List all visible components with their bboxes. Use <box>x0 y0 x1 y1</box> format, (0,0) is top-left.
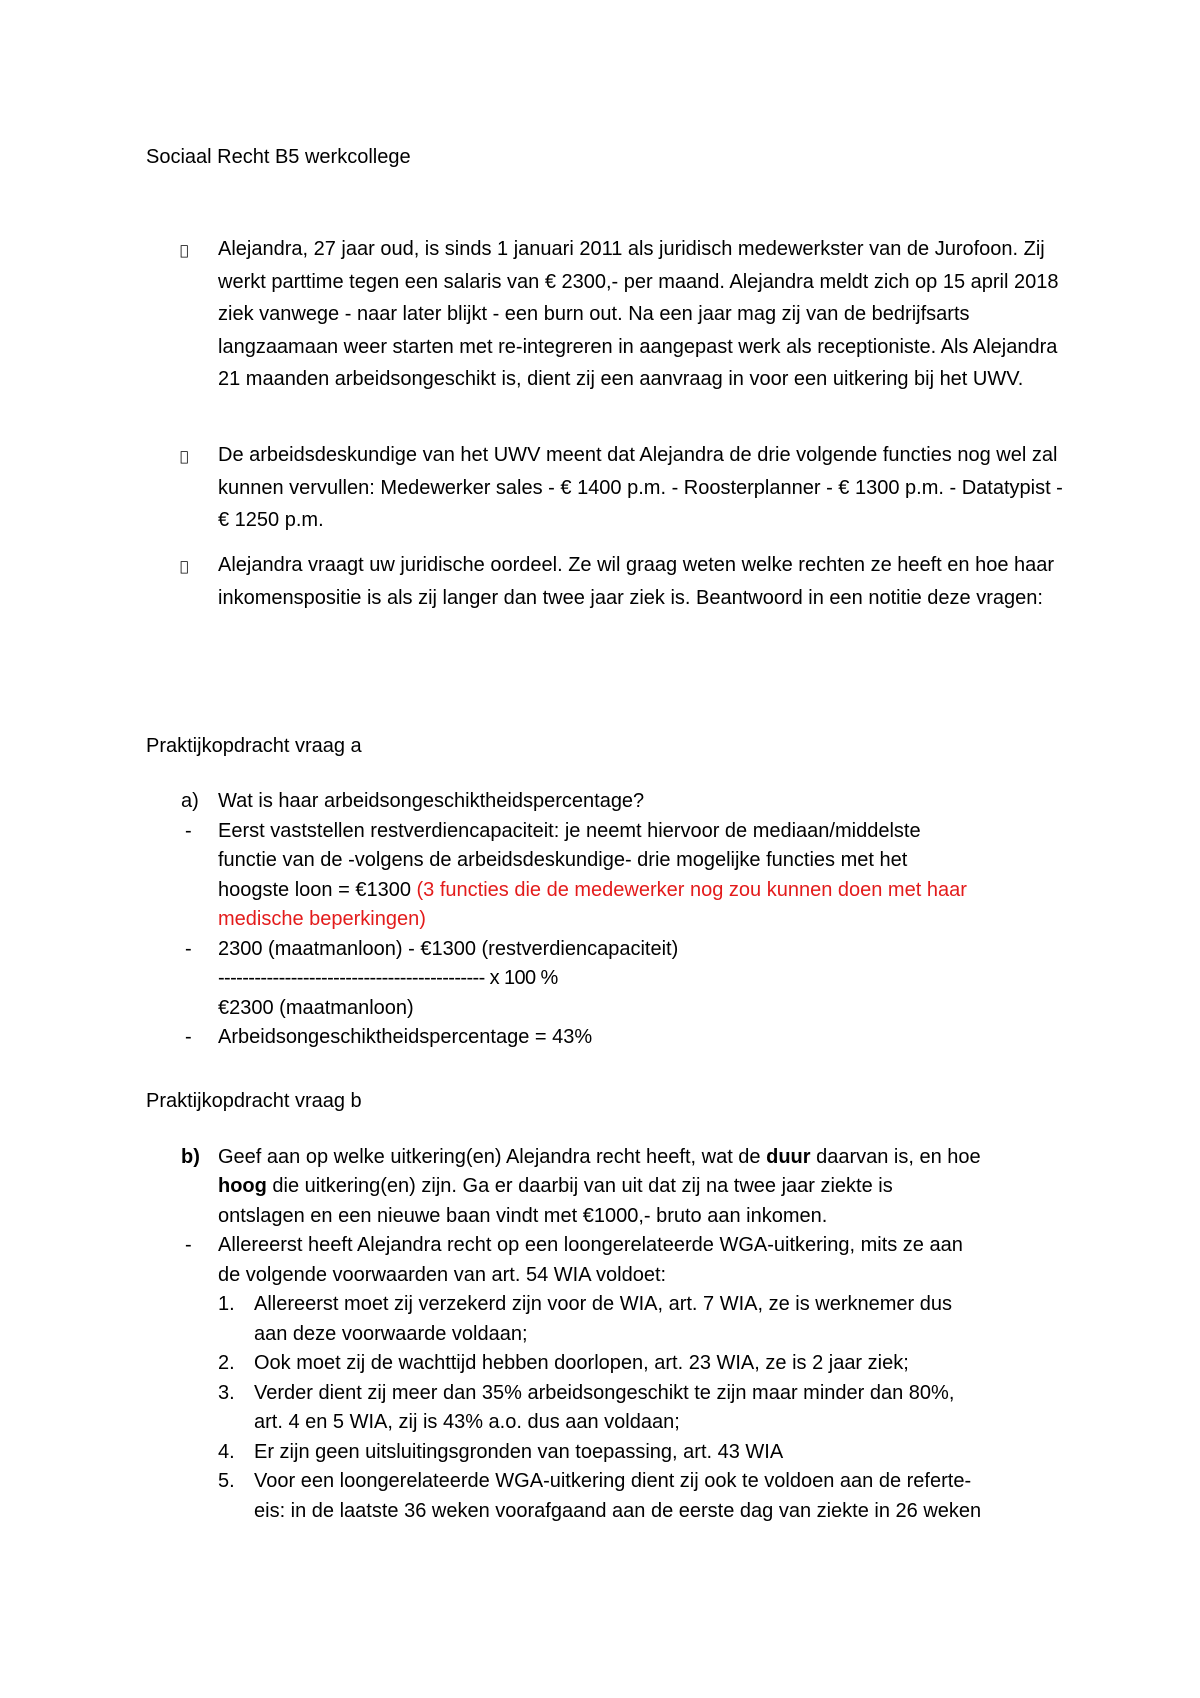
question-b-bold: hoog <box>218 1175 267 1197</box>
section-heading-a: Praktijkopdracht vraag a <box>146 735 362 757</box>
answer-a-result: Arbeidsongeschiktheidspercentage = 43% <box>218 1026 593 1048</box>
dash-marker: - <box>185 1026 192 1048</box>
answer-a-step1-line: Eerst vaststellen restverdiencapaciteit: je neemt hiervoor de mediaan/middelste <box>218 820 921 842</box>
answer-b-line: Allereerst heeft Alejandra recht op een loongerelateerde WGA-uitkering, mits ze aan <box>218 1234 963 1256</box>
answer-a-red-note: medische beperkingen) <box>218 908 426 930</box>
condition-text: Ook moet zij de wachttijd hebben doorlopen, art. 23 WIA, ze is 2 jaar ziek; <box>254 1352 909 1374</box>
dash-marker: - <box>185 1234 192 1256</box>
answer-a-step1-line: functie van de -volgens de arbeidsdeskundige- drie mogelijke functies met het <box>218 849 908 871</box>
answer-a-step1-line-mixed <box>218 876 967 906</box>
dash-marker: - <box>185 820 192 842</box>
question-b-line: ontslagen en een nieuwe baan vindt met €1000,- bruto aan inkomen. <box>218 1205 828 1227</box>
condition-number: 4. <box>218 1441 235 1463</box>
answer-a-red-note: (3 functies die de medewerker nog zou kunnen doen met haar <box>416 879 967 901</box>
dash-marker: - <box>185 938 192 960</box>
question-b-bold: duur <box>766 1146 811 1168</box>
question-b-text: daarvan is, en hoe <box>810 1146 981 1168</box>
formula-divider: -------------------------------------------- x 100 % <box>218 967 558 989</box>
condition-text: Er zijn geen uitsluitingsgronden van toepassing, art. 43 WIA <box>254 1441 784 1463</box>
condition-text: aan deze voorwaarde voldaan; <box>254 1323 528 1345</box>
condition-number: 2. <box>218 1352 235 1374</box>
answer-b-line: de volgende voorwaarden van art. 54 WIA voldoet: <box>218 1264 667 1286</box>
condition-number: 5. <box>218 1470 235 1492</box>
bullet-icon <box>180 235 188 268</box>
condition-text: art. 4 en 5 WIA, zij is 43% a.o. dus aan voldaan; <box>254 1411 680 1433</box>
condition-text: Voor een loongerelateerde WGA-uitkering dient zij ook te voldoen aan de referte- <box>254 1470 972 1492</box>
bullet-icon <box>180 441 188 474</box>
answer-a-step1-text: hoogste loon = €1300 <box>218 879 417 901</box>
question-b-line <box>218 1172 893 1202</box>
bullet-icon <box>180 551 188 584</box>
question-b-line <box>218 1143 981 1173</box>
condition-text: Verder dient zij meer dan 35% arbeidsongeschikt te zijn maar minder dan 80%, <box>254 1382 955 1404</box>
document-title: Sociaal Recht B5 werkcollege <box>146 146 411 168</box>
formula-denominator: €2300 (maatmanloon) <box>218 997 414 1019</box>
condition-number: 1. <box>218 1293 235 1315</box>
intro-paragraph-functions: De arbeidsdeskundige van het UWV meent dat Alejandra de drie volgende functies nog wel zal kunnen vervullen: Medewerker sales - € 1400 p.m. - Roosterplanner - € 1300 p.m. - Datatypist - € 1250 p.m. <box>218 444 1063 532</box>
list-marker-b: b) <box>181 1146 200 1168</box>
condition-text: eis: in de laatste 36 weken voorafgaand aan de eerste dag van ziekte in 26 weken <box>254 1500 982 1522</box>
question-a: Wat is haar arbeidsongeschiktheidspercentage? <box>218 790 645 812</box>
question-b-text: die uitkering(en) zijn. Ga er daarbij van uit dat zij na twee jaar ziekte is <box>266 1175 893 1197</box>
formula-numerator: 2300 (maatmanloon) - €1300 (restverdiencapaciteit) <box>218 938 679 960</box>
intro-paragraph-question: Alejandra vraagt uw juridische oordeel. Ze wil graag weten welke rechten ze heeft en hoe haar inkomenspositie is als zij langer dan twee jaar ziek is. Beantwoord in een notitie deze vragen: <box>218 554 1055 609</box>
section-heading-b: Praktijkopdracht vraag b <box>146 1090 362 1112</box>
condition-text: Allereerst moet zij verzekerd zijn voor de WIA, art. 7 WIA, ze is werknemer dus <box>254 1293 952 1315</box>
condition-number: 3. <box>218 1382 235 1404</box>
question-b-text: Geef aan op welke uitkering(en) Alejandra recht heeft, wat de <box>218 1146 767 1168</box>
list-marker-a: a) <box>181 790 199 812</box>
intro-paragraph-case: Alejandra, 27 jaar oud, is sinds 1 januari 2011 als juridisch medewerkster van de Jurofoon. Zij werkt parttime tegen een salaris van € 2300,- per maand. Alejandra meldt zich op 15 april 2018 ziek vanwege - naar later blijkt - een burn out. Na een jaar mag zij van de bedrijfsarts langzaamaan weer starten met re-integreren in aangepast werk als receptioniste. Als Alejandra 21 maanden arbeidsongeschikt is, dient zij een aanvraag in voor een uitkering bij het UWV. <box>218 238 1059 391</box>
